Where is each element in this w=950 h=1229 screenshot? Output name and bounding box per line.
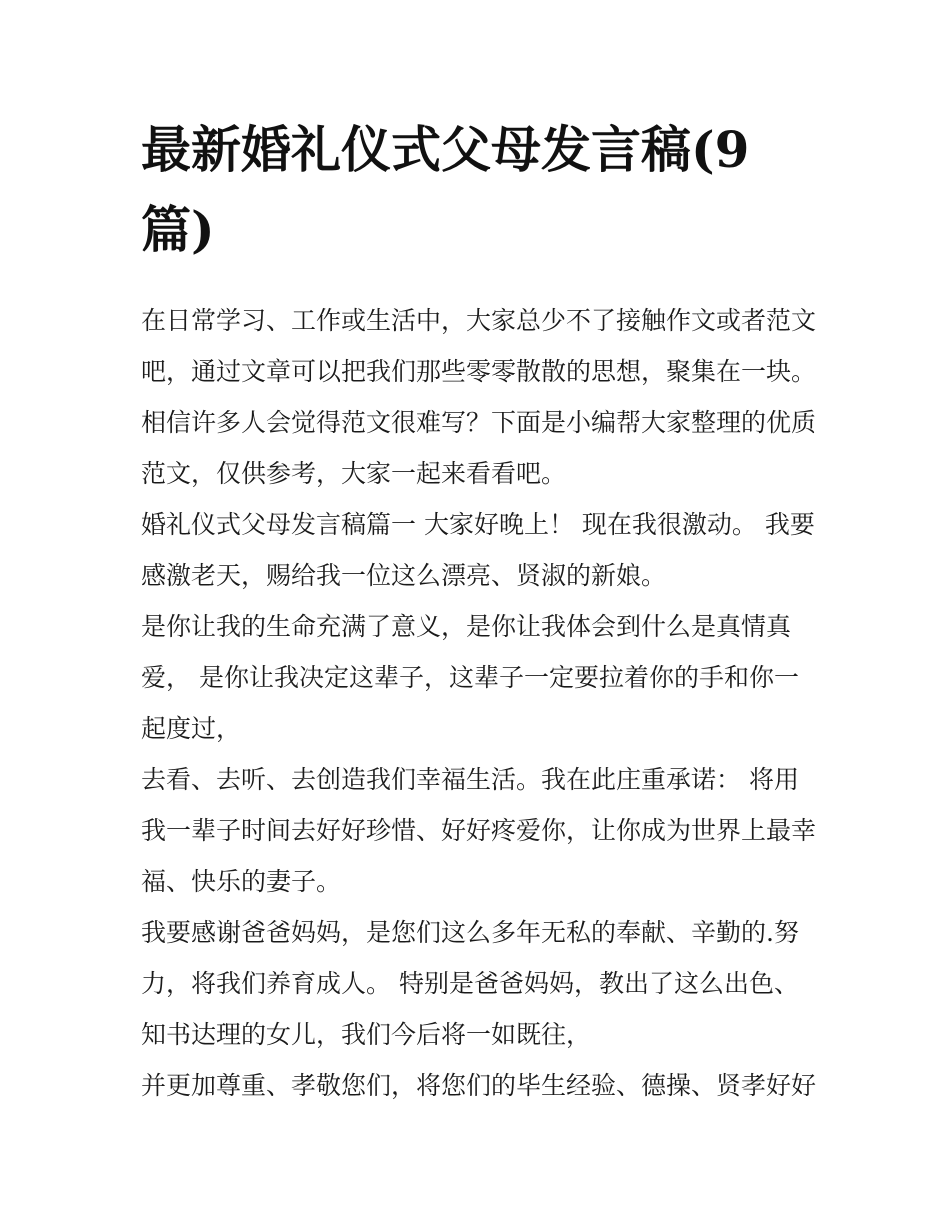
- document-content: [141, 110, 816, 1111]
- paragraph-4: 我要感谢爸爸妈妈，是您们这么多年无私的奉献、辛勤的.努力，将我们养育成人。 特别是爸爸妈妈，教出了这么出色、知书达理的女儿，我们今后将一如既往，: [141, 918, 799, 1049]
- paragraph-3: 去看、去听、去创造我们幸福生活。我在此庄重承诺： 将用我一辈子时间去好好珍惜、好好疼爱你，让你成为世界上最幸福、快乐的妻子。: [141, 765, 817, 896]
- paragraph-1: 婚礼仪式父母发言稿篇一 大家好晚上！ 现在我很激动。 我要感激老天，赐给我一位这么漂亮、贤淑的新娘。: [141, 510, 815, 590]
- paragraph-2: 是你让我的生命充满了意义，是你让我体会到什么是真情真爱， 是你让我决定这辈子，这辈子一定要拉着你的手和你一起度过，: [141, 612, 799, 743]
- document-title: 最新婚礼仪式父母发言稿(9篇): [141, 120, 750, 259]
- document-body: [141, 295, 816, 1111]
- paragraph-intro: 在日常学习、工作或生活中，大家总少不了接触作文或者范文吧，通过文章可以把我们那些零零散散的思想，聚集在一块。相信许多人会觉得范文很难写？下面是小编帮大家整理的优质范文，仅供参考，大家一起来看看吧。: [141, 306, 817, 488]
- paragraph-5: 并更加尊重、孝敬您们，将您们的毕生经验、德操、贤孝好好: [141, 1071, 817, 1100]
